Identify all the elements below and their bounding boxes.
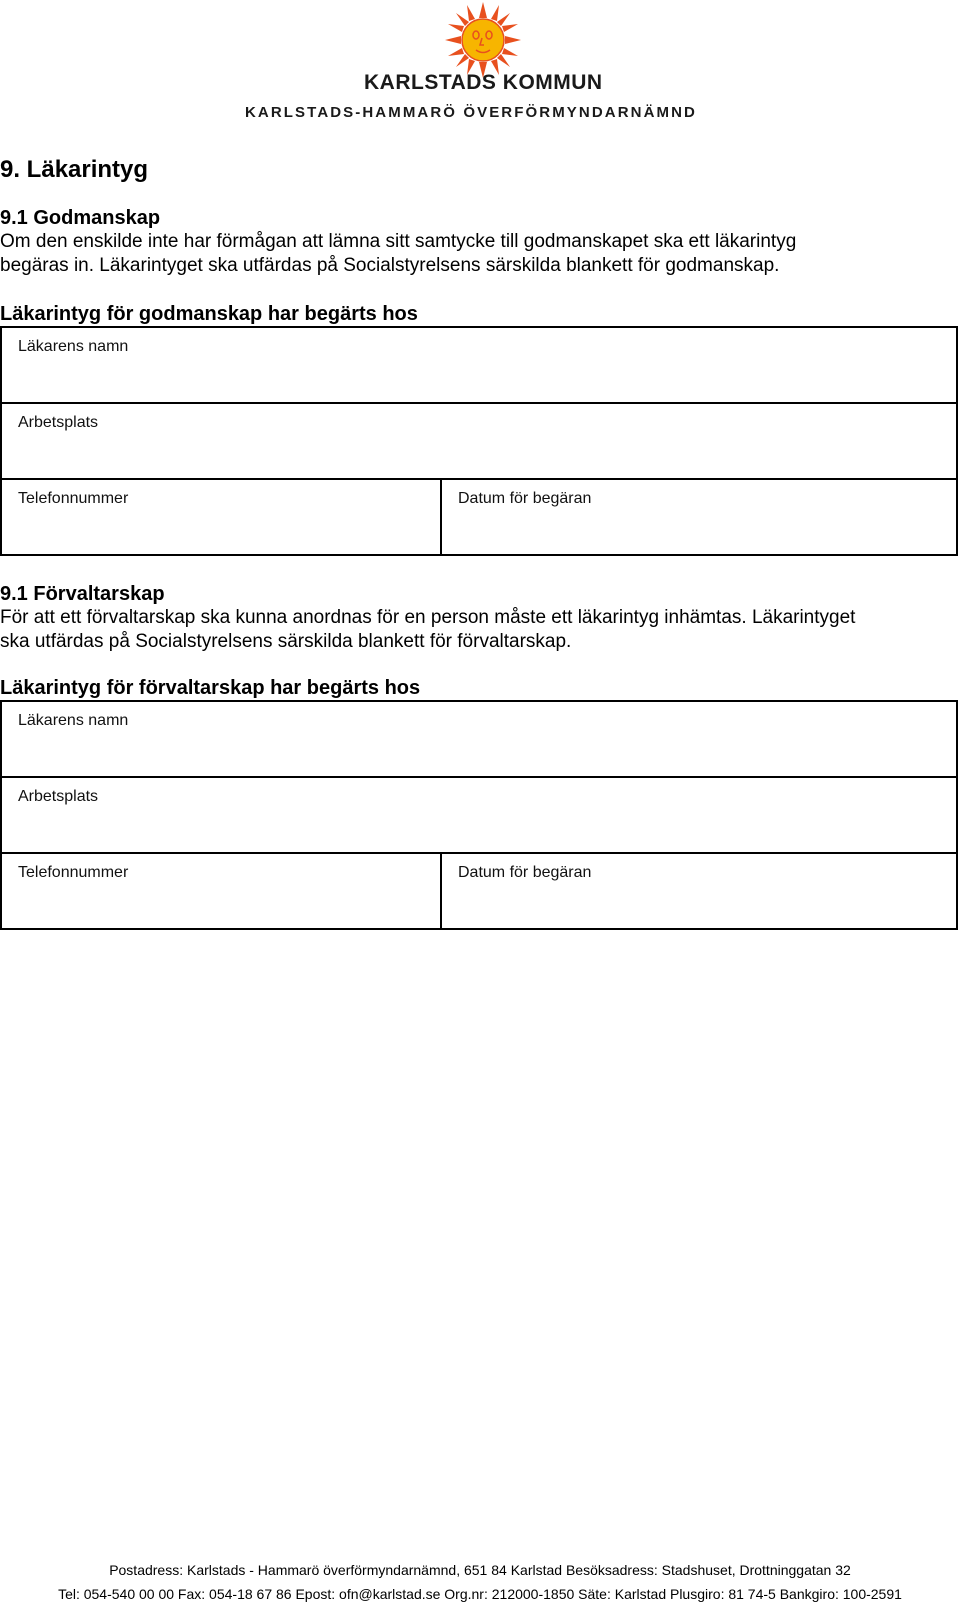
form-cell (2, 404, 956, 478)
phone-field[interactable] (14, 514, 428, 546)
chapter-title: 9. Läkarintyg (0, 156, 149, 183)
field-label: Datum för begäran (458, 490, 592, 507)
forvaltarskap-form (0, 700, 958, 930)
sun-logo-icon (445, 2, 521, 78)
form-cell (2, 480, 442, 554)
section-text-line: Om den enskilde inte har förmågan att lämna sitt samtycke till godmanskapet ska ett läkarintyg (0, 231, 797, 252)
section-text-line: För att ett förvaltarskap ska kunna anordnas för en person måste ett läkarintyg inhämtas. Läkarintyget (0, 607, 856, 628)
section-forvaltarskap (0, 582, 960, 654)
workplace-field[interactable] (14, 812, 944, 844)
form-cell (2, 702, 956, 776)
field-label: Telefonnummer (18, 490, 129, 507)
form-cell (2, 854, 442, 928)
form-row (2, 854, 956, 928)
section-text-line: ska utfärdas på Socialstyrelsens särskilda blankett för förvaltarskap. (0, 631, 572, 652)
form-title-wrapper (0, 676, 960, 700)
footer-contact: Tel: 054-540 00 00 Fax: 054-18 67 86 Epost: ofn@karlstad.se Org.nr: 212000-1850 Säte: Karlstad Plusgiro: 81 74-5 Bankgiro: 100-2591 (58, 1586, 902, 1602)
form-row (2, 778, 956, 854)
form-row (2, 702, 956, 778)
field-label: Arbetsplats (18, 414, 99, 431)
footer-address: Postadress: Karlstads - Hammarö överförmyndarnämnd, 651 84 Karlstad Besöksadress: Stadshuset, Drottninggatan 32 (109, 1562, 851, 1578)
section-godmanskap (0, 206, 960, 278)
field-label: Datum för begäran (458, 864, 592, 881)
form-title: Läkarintyg för godmanskap har begärts hos (0, 303, 418, 325)
form-row (2, 328, 956, 404)
doctor-name-field[interactable] (14, 736, 944, 768)
form-title-wrapper (0, 302, 960, 326)
form-cell (2, 778, 956, 852)
field-label: Läkarens namn (18, 712, 129, 729)
doctor-name-field[interactable] (14, 362, 944, 394)
field-label: Telefonnummer (18, 864, 129, 881)
field-label: Arbetsplats (18, 788, 99, 805)
workplace-field[interactable] (14, 438, 944, 470)
godmanskap-form (0, 326, 958, 556)
request-date-field[interactable] (454, 888, 944, 920)
form-cell (2, 328, 956, 402)
phone-field[interactable] (14, 888, 428, 920)
form-cell (442, 480, 956, 554)
board-name: KARLSTADS-HAMMARÖ ÖVERFÖRMYNDARNÄMND (245, 104, 697, 121)
organization-name: KARLSTADS KOMMUN (364, 71, 603, 94)
section-text-line: begäras in. Läkarintyget ska utfärdas på Socialstyrelsens särskilda blankett för godmanskap. (0, 255, 780, 276)
form-title: Läkarintyg för förvaltarskap har begärts hos (0, 677, 421, 699)
form-row (2, 404, 956, 480)
form-cell (442, 854, 956, 928)
form-row (2, 480, 956, 554)
page-header (0, 0, 960, 130)
field-label: Läkarens namn (18, 338, 129, 355)
request-date-field[interactable] (454, 514, 944, 546)
section-heading: 9.1 Godmanskap (0, 207, 161, 229)
section-heading: 9.1 Förvaltarskap (0, 583, 165, 605)
